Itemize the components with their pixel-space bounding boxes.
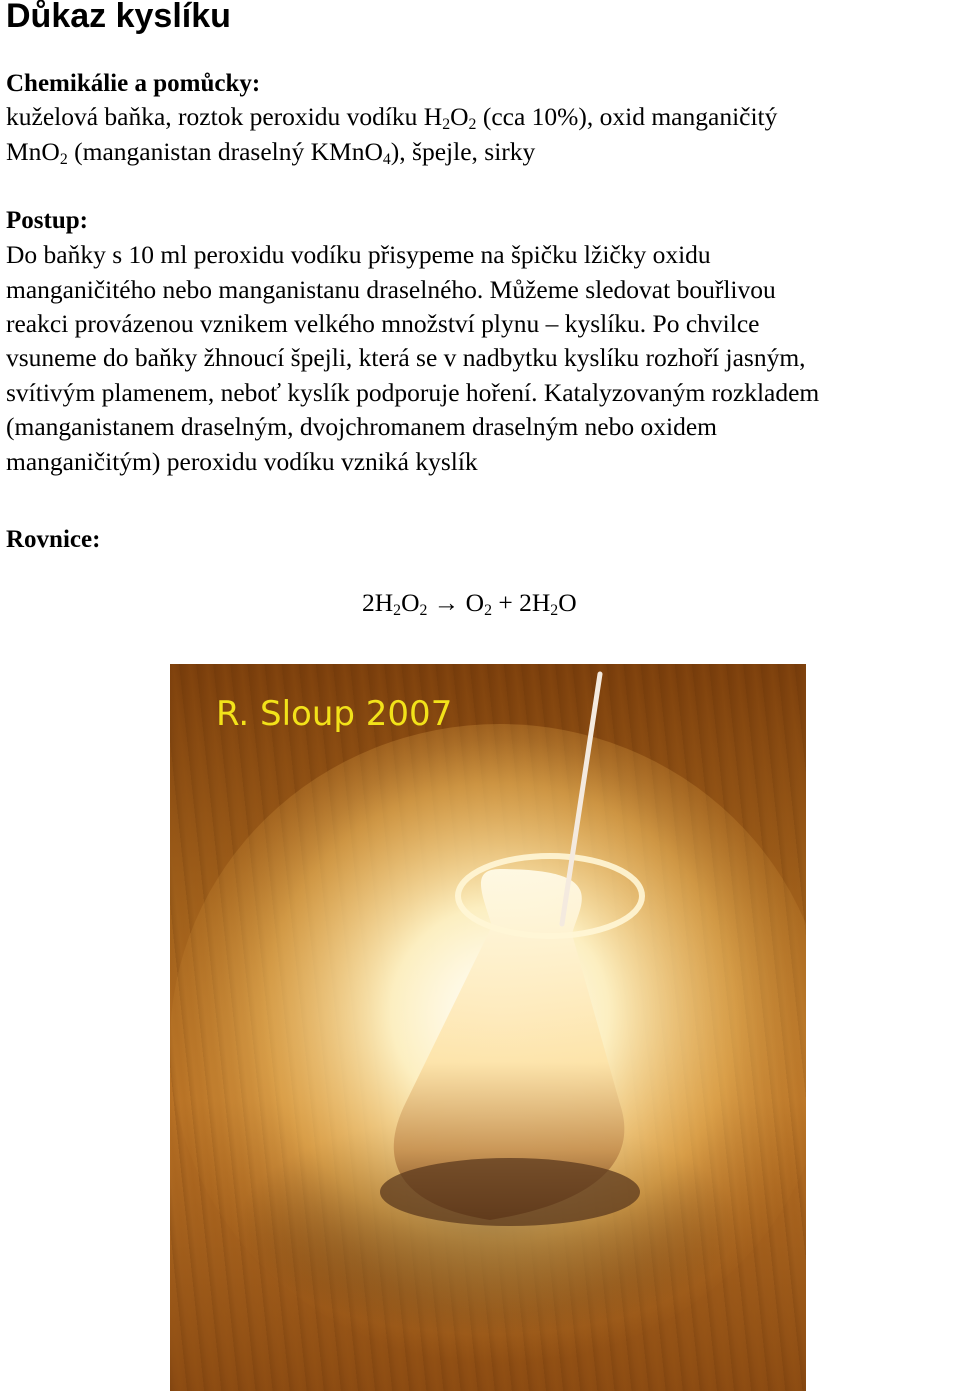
- procedure-line: reakci provázenou vznikem velkého množství plynu – kyslíku. Po chvilce: [6, 309, 760, 338]
- procedure-line: Do baňky s 10 ml peroxidu vodíku přisypeme na špičku lžičky oxidu: [6, 240, 711, 269]
- materials-line-1: kuželová baňka, roztok peroxidu vodíku $H_2O_2$ (cca 10%), oxid manganičitý: [6, 102, 778, 133]
- materials-heading: Chemikálie a pomůcky:: [6, 70, 261, 97]
- flask-illustration: [170, 664, 806, 1391]
- procedure-line: (manganistanem draselným, dvojchromanem draselným nebo oxidem: [6, 412, 717, 441]
- page-title: Důkaz kyslíku: [6, 0, 231, 35]
- reaction-arrow: →: [427, 588, 466, 617]
- experiment-photo: [170, 664, 806, 1391]
- equation-heading: Rovnice:: [6, 526, 101, 553]
- procedure-line: svítivým plamenem, neboť kyslík podporuje hoření. Katalyzovaným rozkladem: [6, 378, 820, 407]
- flask-bottom-liquid: [380, 1158, 640, 1226]
- procedure-heading: Postup:: [6, 207, 88, 234]
- procedure-line: vsuneme do baňky žhnoucí špejli, která se v nadbytku kyslíku rozhoří jasným,: [6, 343, 806, 372]
- chemical-equation: $2H_2O_2 \to O_2 + 2H_2O$: [362, 588, 577, 619]
- materials-line-2: MnO$_2$ (manganistan draselný KMnO$_4$), špejle, sirky: [6, 137, 536, 168]
- photo-watermark: R. Sloup 2007: [216, 694, 453, 734]
- procedure-line: manganičitým) peroxidu vodíku vzniká kyslík: [6, 447, 478, 476]
- procedure-line: manganičitého nebo manganistanu draselného. Můžeme sledovat bouřlivou: [6, 275, 776, 304]
